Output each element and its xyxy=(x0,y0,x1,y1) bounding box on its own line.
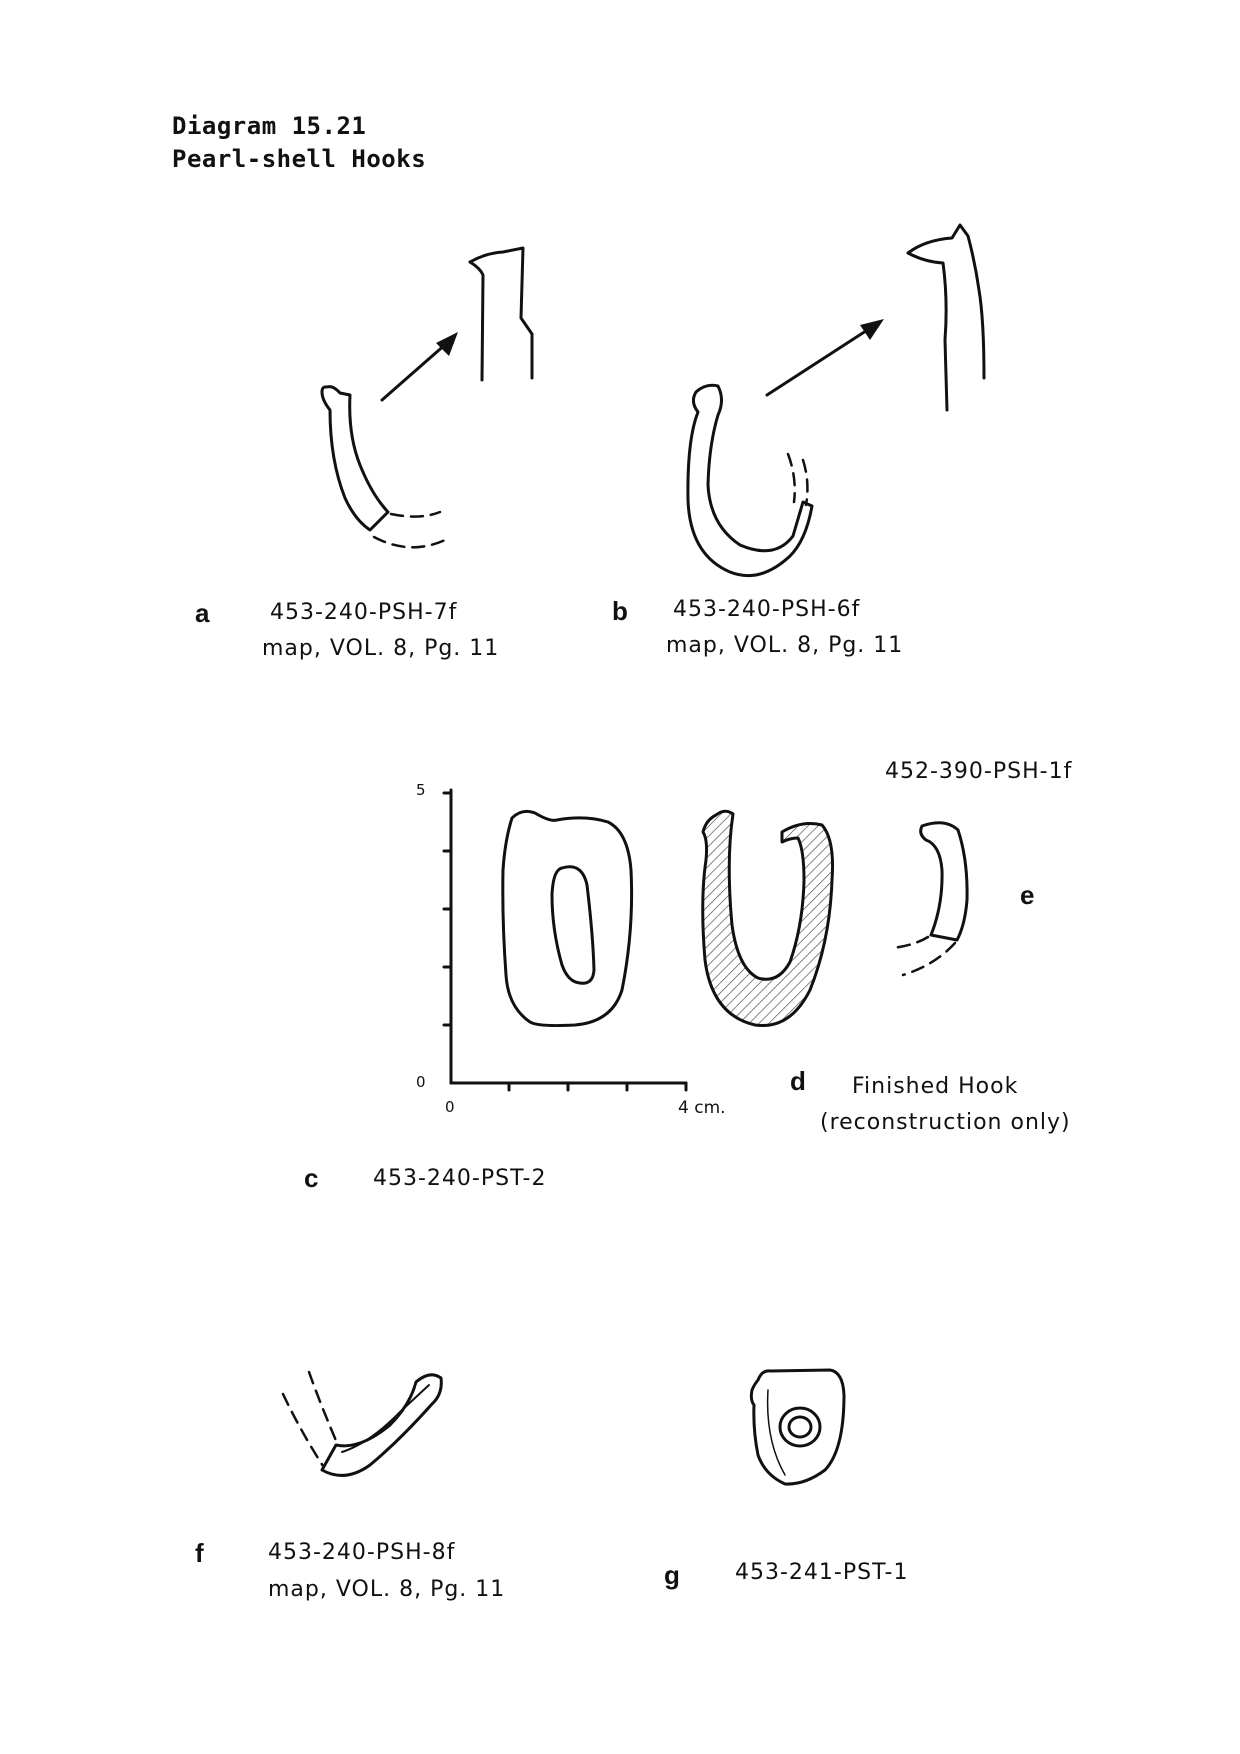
diagram-number: Diagram 15.21 xyxy=(172,112,367,140)
figure-letter-d: d xyxy=(790,1066,806,1096)
figure-f-id: 453-240-PSH-8f xyxy=(268,1540,456,1565)
figure-letter-a: a xyxy=(195,598,210,628)
figure-e-id: 452-390-PSH-1f xyxy=(885,759,1073,784)
hook-fragment-f xyxy=(283,1372,441,1475)
figure-letter-g: g xyxy=(664,1560,680,1590)
hook-fragment-e xyxy=(893,823,967,975)
figure-g-id: 453-241-PST-1 xyxy=(735,1560,909,1585)
hook-fragment-a xyxy=(322,248,532,547)
scale-x-left-label: 0 xyxy=(445,1098,455,1116)
figure-a-ref: map, VOL. 8, Pg. 11 xyxy=(262,636,500,661)
scale-y-bottom-label: 0 xyxy=(416,1073,426,1091)
scale-axes xyxy=(444,790,686,1090)
diagram-subtitle: Pearl-shell Hooks xyxy=(172,145,427,173)
figure-letter-b: b xyxy=(612,596,628,626)
scale-y-top-label: 5 xyxy=(416,781,426,799)
finished-hook-d xyxy=(703,811,833,1025)
figure-letter-e: e xyxy=(1020,880,1035,910)
figure-d-title: Finished Hook xyxy=(852,1074,1019,1099)
scale-x-right-label: 4 cm. xyxy=(678,1098,726,1118)
figure-f-ref: map, VOL. 8, Pg. 11 xyxy=(268,1577,506,1602)
shell-blank-c xyxy=(503,811,632,1025)
figure-a-id: 453-240-PSH-7f xyxy=(270,600,458,625)
figure-c-id: 453-240-PST-2 xyxy=(373,1166,547,1191)
hook-fragment-b xyxy=(688,225,984,576)
figure-d-note: (reconstruction only) xyxy=(820,1110,1071,1135)
figure-letter-f: f xyxy=(195,1538,204,1568)
shell-disc-g xyxy=(751,1370,844,1484)
figure-b-ref: map, VOL. 8, Pg. 11 xyxy=(666,633,904,658)
figure-letter-c: c xyxy=(304,1163,319,1193)
figure-b-id: 453-240-PSH-6f xyxy=(673,597,861,622)
